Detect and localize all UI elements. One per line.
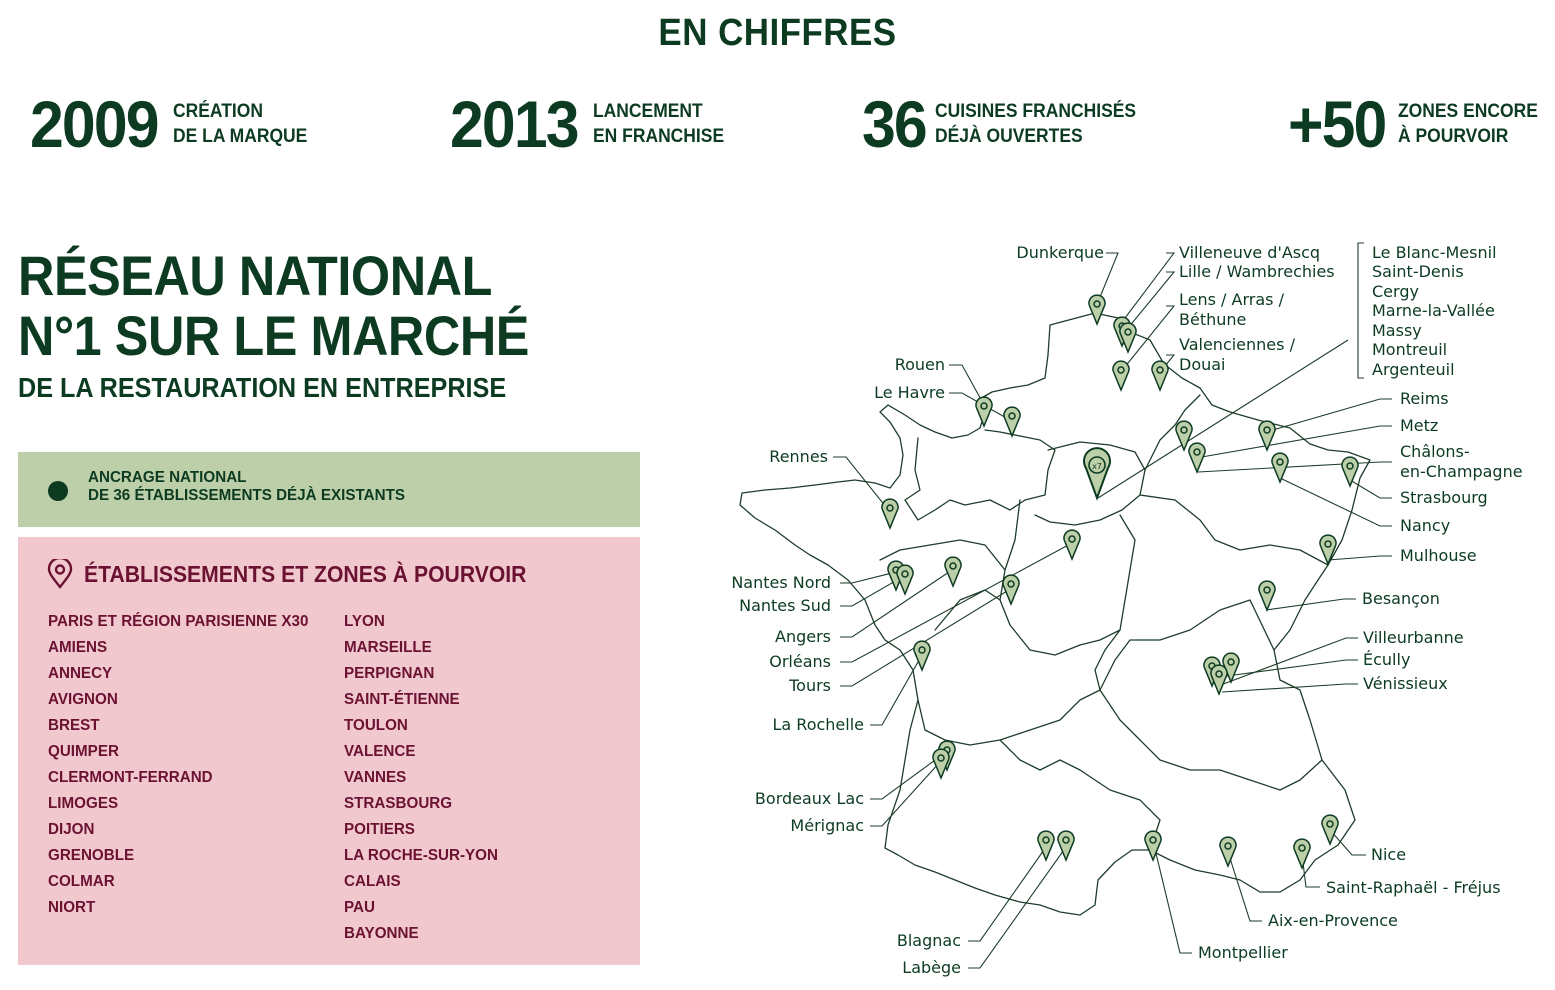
map-label: Nantes Sud [739, 596, 831, 615]
stat-kitchens [862, 86, 1154, 162]
pin-marker-icon [1259, 421, 1275, 450]
pin-marker-icon [945, 557, 961, 586]
pin-marker-icon [1189, 443, 1205, 472]
map-label: Lens / Arras / [1179, 290, 1284, 309]
zone-list-item: PAU [344, 899, 375, 916]
stat-number: 36 [862, 87, 926, 161]
map-label: Tours [789, 676, 831, 695]
region-border [1095, 515, 1135, 690]
zone-list-item: MARSEILLE [344, 639, 432, 656]
region-border [1000, 740, 1160, 850]
stat-label: ZONES ENCORE À POURVOIR [1397, 101, 1538, 147]
map-label: Nantes Nord [731, 573, 831, 592]
zone-list-item: DIJON [48, 821, 95, 838]
zone-list-item: AVIGNON [48, 691, 118, 708]
network-subtitle: DE LA RESTAURATION EN ENTREPRISE [18, 372, 507, 403]
map-label: Vénissieux [1363, 674, 1448, 693]
zones-header [46, 559, 565, 589]
paris-pin-icon [1084, 448, 1110, 498]
zone-list-item: VALENCE [344, 743, 416, 760]
paris-badge: x7 [1092, 462, 1102, 471]
region-border [1140, 495, 1328, 565]
map-label: Bordeaux Lac [754, 789, 864, 808]
map-label: Le Havre [874, 383, 945, 402]
pin-marker-icon [897, 565, 913, 594]
map-label: Saint-Denis [1372, 262, 1464, 281]
zone-list-item: POITIERS [344, 821, 415, 838]
map-label: Reims [1400, 389, 1449, 408]
pin-marker-icon [1220, 837, 1236, 866]
zones-column-1 [48, 609, 322, 921]
map-label: Valenciennes / [1179, 335, 1295, 354]
map-label: Argenteuil [1372, 360, 1455, 379]
pin-marker-icon [1152, 361, 1168, 390]
map-label: Labège [902, 958, 961, 977]
map-pins [882, 295, 1358, 868]
pin-marker-icon [1120, 323, 1136, 352]
map-label: Cergy [1372, 282, 1419, 301]
zone-list-item: AMIENS [48, 639, 108, 656]
region-border [918, 690, 1100, 745]
pin-marker-icon [882, 499, 898, 528]
map-label: Mulhouse [1400, 546, 1477, 565]
pin-marker-icon [1145, 831, 1161, 860]
stat-number: +50 [1288, 87, 1386, 161]
pin-marker-icon [1003, 575, 1019, 604]
map-label: Nice [1371, 845, 1407, 864]
anchor-text: ANCRAGE NATIONAL DE 36 ÉTABLISSEMENTS DÉJÀ EXISTANTS [88, 469, 406, 504]
map-label: Mérignac [790, 816, 864, 835]
network-title: RÉSEAU NATIONAL N°1 SUR LE MARCHÉ [18, 244, 529, 367]
section-title: EN CHIFFRES [658, 12, 897, 54]
stat-creation [30, 86, 319, 162]
pin-marker-icon [933, 749, 949, 778]
zone-list-item: TOULON [344, 717, 408, 734]
map-label: Écully [1363, 650, 1411, 669]
map-label: Aix-en-Provence [1268, 911, 1398, 930]
zone-list-item: NIORT [48, 899, 96, 916]
map-label: Lille / Wambrechies [1179, 262, 1335, 281]
france-map [700, 230, 1540, 985]
zones-panel [18, 537, 640, 965]
map-label: Montreuil [1372, 340, 1448, 359]
stat-number: 2013 [450, 87, 578, 161]
map-label: Villeneuve d'Ascq [1179, 243, 1321, 262]
map-label: Châlons- [1400, 442, 1470, 461]
map-label: Marne-la-Vallée [1372, 301, 1495, 320]
zone-list-item: ANNECY [48, 665, 113, 682]
pin-marker-icon [1322, 815, 1338, 844]
map-label: Nancy [1400, 516, 1451, 535]
map-label: Villeurbanne [1363, 628, 1464, 647]
zone-list-item: GRENOBLE [48, 847, 135, 864]
pin-marker-icon [1211, 665, 1227, 694]
map-label: Orléans [769, 652, 831, 671]
stat-label: CUISINES FRANCHISÉS DÉJÀ OUVERTES [935, 101, 1137, 147]
zone-list-item: CALAIS [344, 873, 401, 890]
zone-list-item: BAYONNE [344, 925, 419, 942]
stat-label: CRÉATION DE LA MARQUE [172, 101, 308, 147]
zone-list-item: LIMOGES [48, 795, 119, 812]
region-border [1100, 690, 1322, 790]
bullet-dot-icon [48, 481, 68, 501]
pin-marker-icon [1259, 581, 1275, 610]
zone-list-item: CLERMONT-FERRAND [48, 769, 213, 786]
zone-list-item: LYON [344, 613, 385, 630]
pin-marker-icon [1342, 457, 1358, 486]
map-label: Rennes [769, 447, 828, 466]
region-border [1100, 600, 1274, 690]
map-label: Rouen [894, 355, 945, 374]
stat-number: 2009 [30, 87, 158, 161]
pin-marker-icon [976, 397, 992, 426]
zone-list-item: STRASBOURG [344, 795, 453, 812]
map-label: Massy [1372, 321, 1422, 340]
pin-marker-icon [1064, 530, 1080, 559]
zone-list-item: LA ROCHE-SUR-YON [344, 847, 498, 864]
map-label: Metz [1400, 416, 1439, 435]
map-label: en-Champagne [1400, 462, 1523, 481]
pin-marker-icon [1176, 421, 1192, 450]
zone-list-item: VANNES [344, 769, 407, 786]
zone-list-item: PERPIGNAN [344, 665, 435, 682]
map-label: Le Blanc-Mesnil [1372, 243, 1497, 262]
map-label: Angers [775, 627, 831, 646]
stat-franchise [450, 86, 735, 162]
pin-marker-icon [1089, 295, 1105, 324]
pin-marker-icon [1113, 361, 1129, 390]
stat-label: LANCEMENT EN FRANCHISE [592, 101, 724, 147]
map-label: Saint-Raphaël - Fréjus [1326, 878, 1501, 897]
zone-list-item: BREST [48, 717, 100, 734]
anchor-panel [18, 452, 640, 527]
map-label: Montpellier [1198, 943, 1288, 962]
pin-marker-icon [1294, 839, 1310, 868]
location-pin-icon [46, 559, 74, 589]
map-label: Besançon [1362, 589, 1440, 608]
pin-marker-icon [1004, 407, 1020, 436]
zone-list-item: SAINT-ÉTIENNE [344, 691, 460, 708]
leader-lines [833, 243, 1392, 968]
map-label: Béthune [1179, 310, 1247, 329]
map-label: Blagnac [896, 931, 961, 950]
map-label: Douai [1179, 355, 1226, 374]
map-label: Dunkerque [1016, 243, 1104, 262]
pin-marker-icon [1272, 453, 1288, 482]
map-label: Strasbourg [1400, 488, 1488, 507]
zone-list-item: QUIMPER [48, 743, 119, 760]
zone-list-item: PARIS ET RÉGION PARISIENNE X30 [48, 613, 309, 630]
zones-column-2 [344, 609, 506, 947]
region-border [935, 590, 1000, 630]
zones-title: ÉTABLISSEMENTS ET ZONES À POURVOIR [84, 560, 527, 587]
map-labels [731, 243, 1522, 977]
zone-list-item: COLMAR [48, 873, 115, 890]
map-label: La Rochelle [772, 715, 864, 734]
stat-zones [1288, 86, 1550, 162]
region-border [905, 430, 1055, 520]
